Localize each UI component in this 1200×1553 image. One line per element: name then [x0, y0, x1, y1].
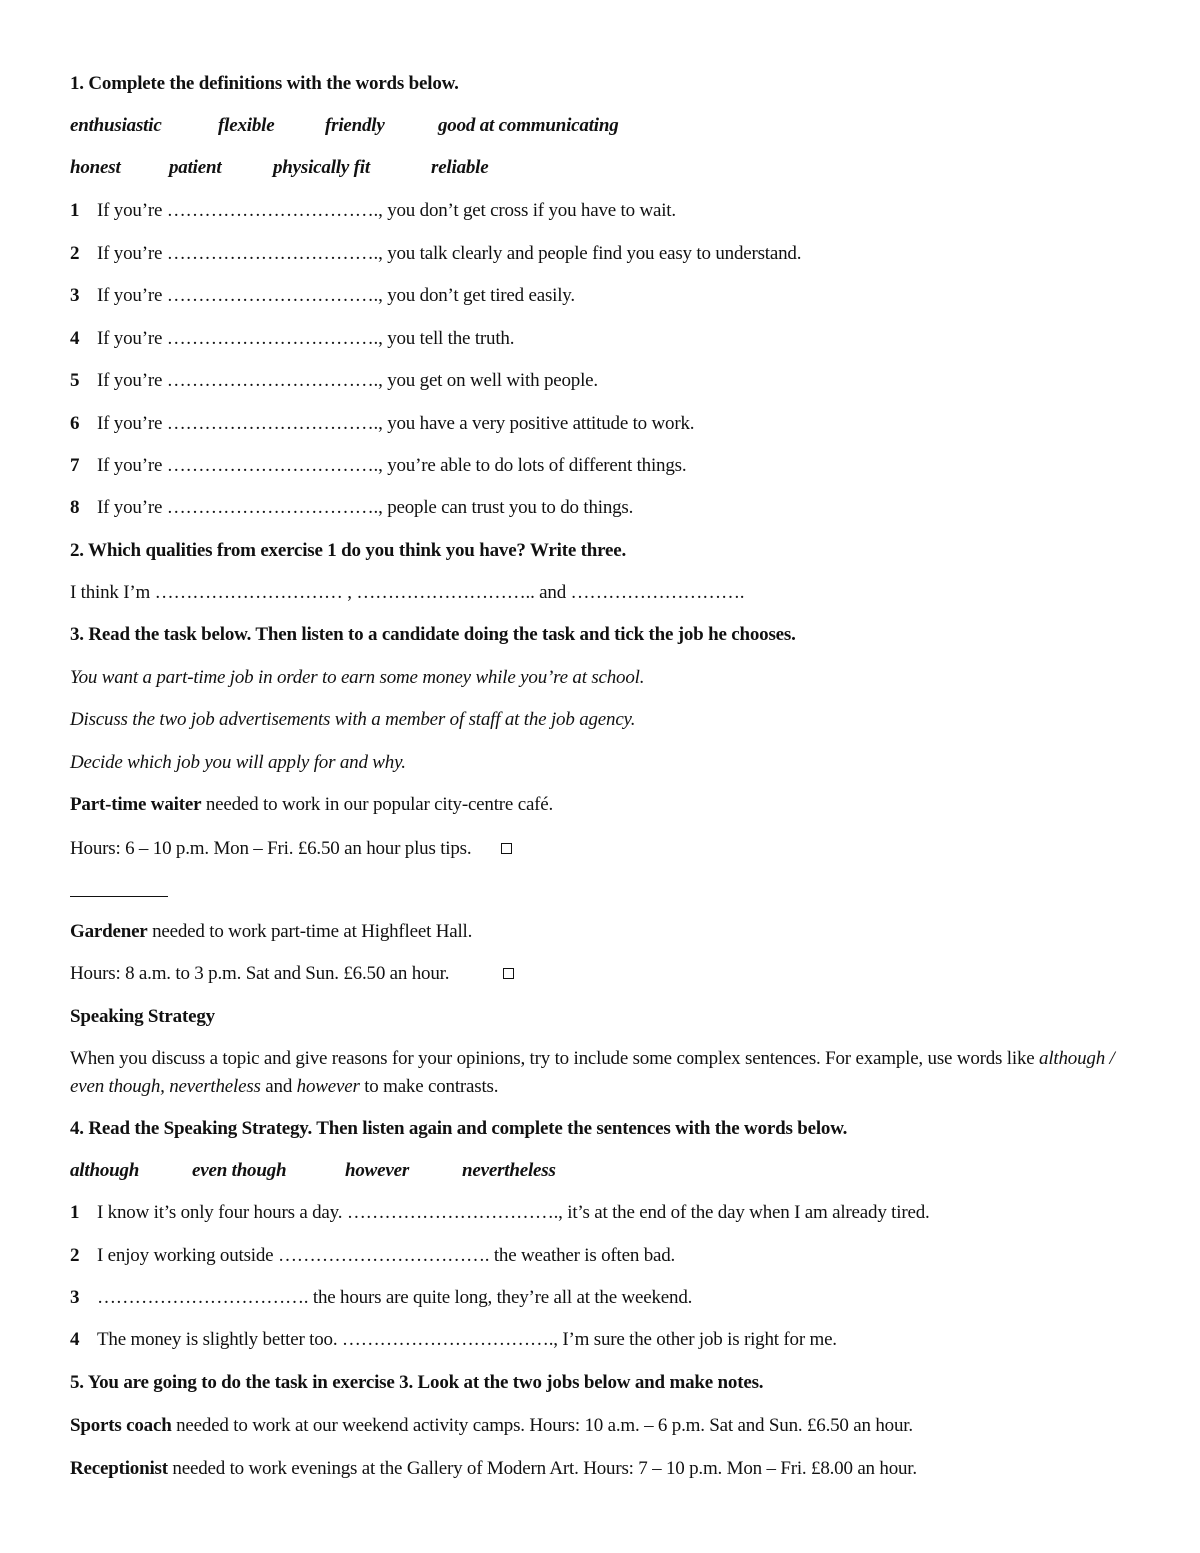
ex4-item: 3 ……………………………. the hours are quite long, they’re all at the weekend. [70, 1287, 693, 1308]
ex3-task-line: You want a part-time job in order to earn some money while you’re at school. [70, 667, 645, 688]
job-title: Sports coach [70, 1415, 172, 1436]
ex1-item: 6 If you’re ……………………………., you have a very positive attitude to work. [70, 413, 695, 434]
word-friendly: friendly [325, 115, 385, 136]
ex4-word-bank [70, 1157, 556, 1185]
ex3-task-line: Decide which job you will apply for and why. [70, 752, 406, 773]
job-ad-gardener-hours: Hours: 8 a.m. to 3 p.m. Sat and Sun. £6.50 an hour. [70, 960, 514, 988]
word-patient: patient [169, 157, 222, 178]
ex2-answer-line: I think I’m ………………………… , ……………………….. and ………………………. [70, 582, 745, 603]
ex4-item: 1 I know it’s only four hours a day. ……………………………., it’s at the end of the day when I am already tired. [70, 1202, 930, 1223]
ex4-item: 4 The money is slightly better too. ……………………………., I’m sure the other job is right for me. [70, 1329, 837, 1350]
separator-line [70, 896, 168, 897]
job-title: Receptionist [70, 1458, 168, 1479]
ex1-item: 7 If you’re ……………………………., you’re able to do lots of different things. [70, 455, 687, 476]
ex1-heading: 1. Complete the definitions with the words below. [70, 73, 459, 94]
ex1-word-bank-row1 [70, 112, 619, 140]
ex5-heading: 5. You are going to do the task in exercise 3. Look at the two jobs below and make notes. [70, 1372, 764, 1393]
job-ad-receptionist: Receptionist needed to work evenings at the Gallery of Modern Art. Hours: 7 – 10 p.m. Mon – Fri. £8.00 an hour. [70, 1458, 917, 1479]
ex1-word-bank-row2 [70, 154, 489, 182]
tick-box-waiter[interactable] [501, 843, 512, 854]
job-ad-gardener: Gardener needed to work part-time at Highfleet Hall. [70, 921, 473, 942]
ex4-item: 2 I enjoy working outside ……………………………. the weather is often bad. [70, 1245, 676, 1266]
strategy-text: When you discuss a topic and give reasons for your opinions, try to include some complex sentences. For example, use words like although / even though, nevertheless and however to make contrasts. [70, 1048, 1115, 1097]
word-nevertheless: nevertheless [462, 1160, 556, 1181]
word-although: although [70, 1160, 140, 1181]
ex3-task-line: Discuss the two job advertisements with a member of staff at the job agency. [70, 709, 636, 730]
job-ad-waiter-hours: Hours: 6 – 10 p.m. Mon – Fri. £6.50 an hour plus tips. [70, 835, 512, 863]
word-physically-fit: physically fit [273, 157, 370, 178]
ex1-item: 8 If you’re ……………………………., people can trust you to do things. [70, 497, 634, 518]
ex1-item: 1 If you’re ……………………………., you don’t get cross if you have to wait. [70, 200, 676, 221]
job-title: Part-time waiter [70, 794, 202, 815]
job-ad-waiter: Part-time waiter needed to work in our popular city-centre café. [70, 794, 554, 815]
ex1-item: 4 If you’re ……………………………., you tell the truth. [70, 328, 515, 349]
tick-box-gardener[interactable] [503, 968, 514, 979]
ex4-heading: 4. Read the Speaking Strategy. Then listen again and complete the sentences with the words below. [70, 1118, 848, 1139]
job-ad-sports-coach: Sports coach needed to work at our weekend activity camps. Hours: 10 a.m. – 6 p.m. Sat and Sun. £6.50 an hour. [70, 1415, 913, 1436]
ex1-item: 2 If you’re ……………………………., you talk clearly and people find you easy to understand. [70, 243, 802, 264]
ex1-item: 3 If you’re ……………………………., you don’t get tired easily. [70, 285, 575, 306]
word-honest: honest [70, 157, 121, 178]
ex2-heading: 2. Which qualities from exercise 1 do you think you have? Write three. [70, 540, 627, 561]
job-title: Gardener [70, 921, 148, 942]
strategy-title: Speaking Strategy [70, 1006, 215, 1027]
word-however: however [345, 1160, 410, 1181]
word-enthusiastic: enthusiastic [70, 115, 162, 136]
word-flexible: flexible [218, 115, 275, 136]
word-reliable: reliable [431, 157, 489, 178]
word-good-at-communicating: good at communicating [438, 115, 619, 136]
ex3-heading: 3. Read the task below. Then listen to a candidate doing the task and tick the job he chooses. [70, 624, 796, 645]
ex1-item: 5 If you’re ……………………………., you get on well with people. [70, 370, 598, 391]
word-even-though: even though [192, 1160, 287, 1181]
